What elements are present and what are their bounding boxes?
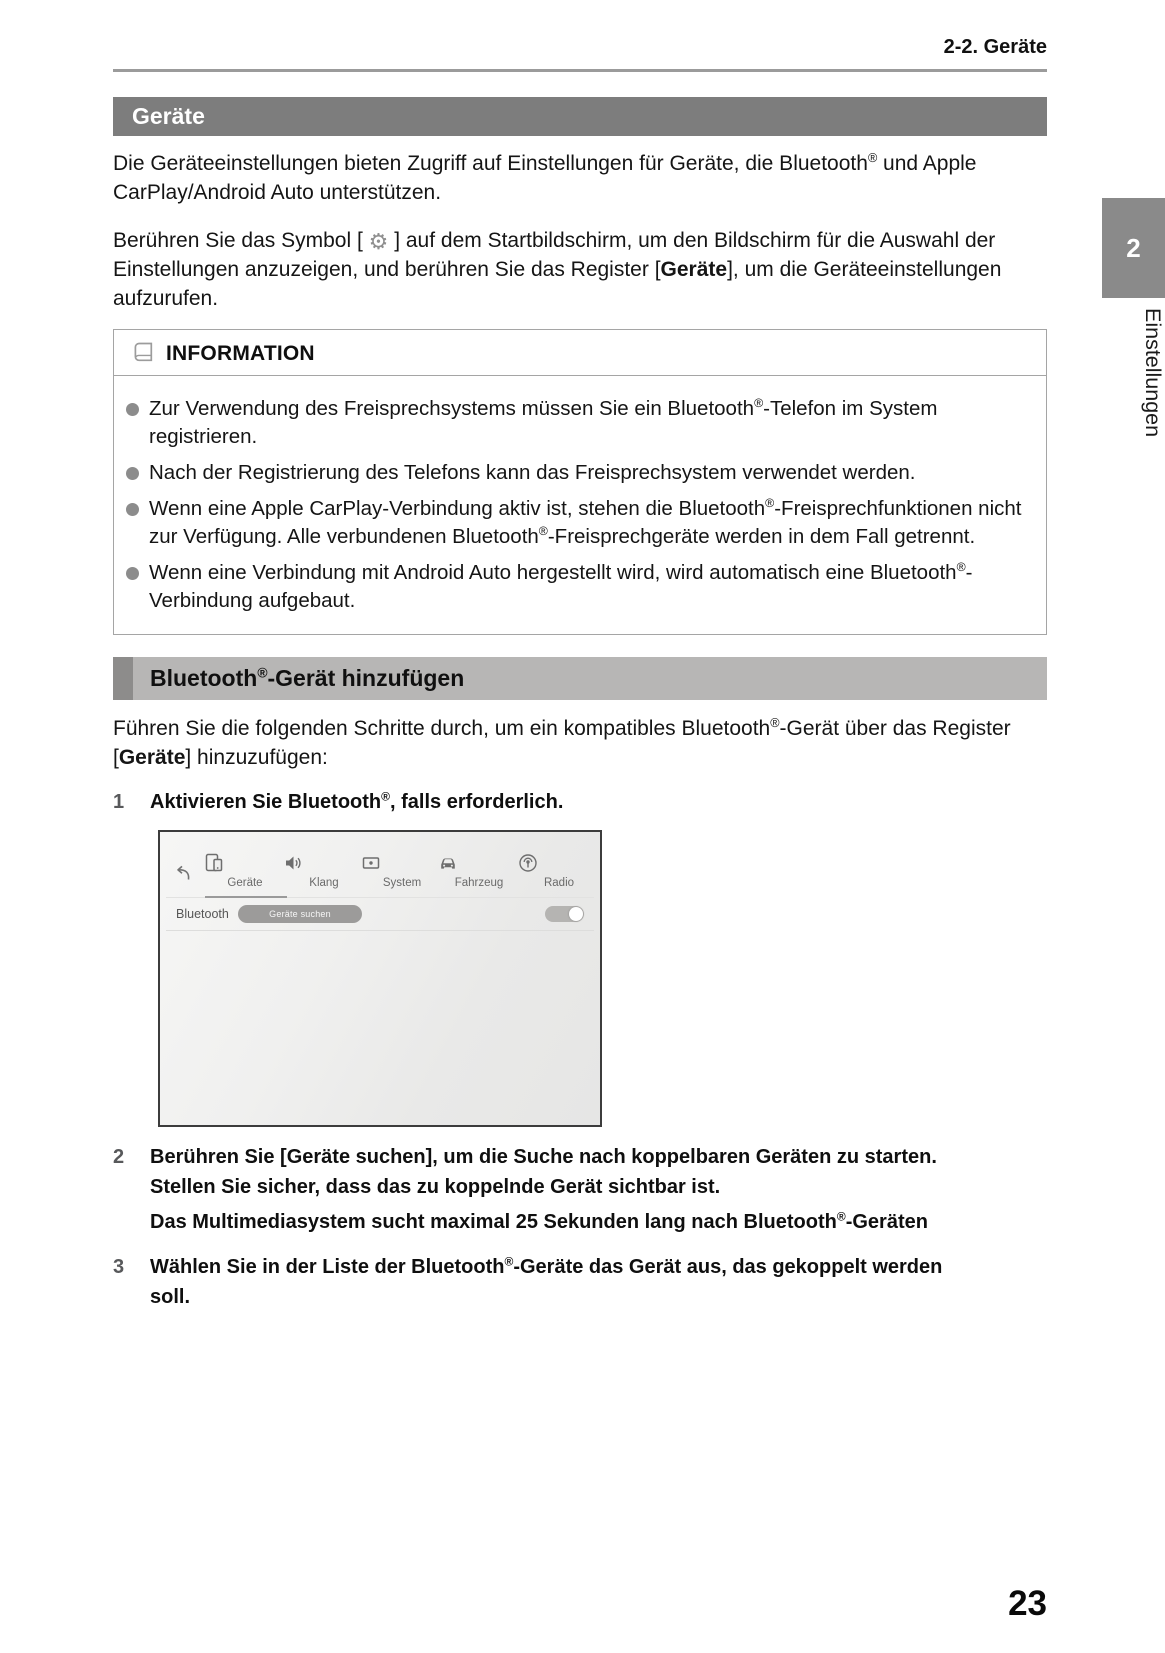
symbol-paragraph <box>113 226 1031 313</box>
step-1 <box>113 787 1047 817</box>
book-icon <box>131 341 155 366</box>
breadcrumb: 2-2. Geräte <box>943 36 1047 58</box>
bluetooth-label: Bluetooth <box>176 907 229 921</box>
list-item: Wenn eine Verbindung mit Android Auto hergestellt wird, wird automatisch eine Bluetooth®-Verbindung aufgebaut. <box>126 559 1034 615</box>
bullet-icon <box>126 503 139 516</box>
step-text: Berühren Sie [Geräte suchen], um die Suche nach koppelbaren Geräten zu starten. Stellen Sie sicher, dass das zu koppelnde Gerät sichtbar ist. Das Multimediasystem sucht maximal 25 Sekunden lang nach Bluetooth®-Geräten <box>150 1146 937 1233</box>
gear-icon: ⚙ <box>368 230 389 255</box>
bullet-icon <box>126 403 139 416</box>
section-title-add-bluetooth-device: Bluetooth®-Gerät hinzufügen <box>113 657 1047 700</box>
bullet-icon <box>126 567 139 580</box>
section-title-accent <box>113 657 133 700</box>
list-item: Wenn eine Apple CarPlay-Verbindung aktiv ist, stehen die Bluetooth®-Freisprechfunktionen nicht zur Verfügung. Alle verbundenen Bluetooth®-Freisprechgeräte werden in dem Fall getrennt. <box>126 495 1034 551</box>
bluetooth-toggle <box>545 906 584 922</box>
symbol-paragraph-part3: ], um die Geräteeinstellungen aufzurufen. <box>113 258 1002 310</box>
step-number: 2 <box>113 1146 125 1168</box>
vehicle-icon <box>437 852 521 874</box>
toggle-knob <box>569 907 583 921</box>
chapter-tab: 2 <box>1102 198 1165 298</box>
step-2 <box>113 1142 1047 1237</box>
step-number: 3 <box>113 1256 125 1278</box>
step-text: Aktivieren Sie Bluetooth®, falls erforderlich. <box>150 789 564 813</box>
step-text: Wählen Sie in der Liste der Bluetooth®-Geräte das Gerät aus, das gekoppelt werden soll. <box>150 1254 943 1308</box>
symbol-paragraph-part1: Berühren Sie das Symbol [ <box>113 229 369 252</box>
tab-geraete: Geräte <box>203 852 287 889</box>
search-devices-button: Geräte suchen <box>238 905 362 923</box>
information-box <box>113 329 1047 635</box>
back-arrow-icon <box>172 862 194 884</box>
section-title-geraete: Geräte <box>113 97 1047 136</box>
devices-icon <box>203 852 287 874</box>
step-3 <box>113 1252 1047 1312</box>
information-header <box>114 330 1046 376</box>
row-divider <box>166 930 594 931</box>
tab-system: System <box>360 852 444 889</box>
list-item: Nach der Registrierung des Telefons kann das Freisprechsystem verwendet werden. <box>126 459 1034 487</box>
chapter-label: Einstellungen <box>1141 308 1165 438</box>
information-title: INFORMATION <box>166 341 315 365</box>
header-divider <box>113 69 1047 72</box>
add-device-intro-paragraph: Führen Sie die folgenden Schritte durch, um ein kompatibles Bluetooth®-Gerät über das Register [Geräte] hinzuzufügen: <box>113 716 1011 769</box>
step-number: 1 <box>113 791 125 813</box>
register-tab-name: Geräte <box>660 258 728 281</box>
symbol-paragraph-part2: ] auf dem Startbildschirm, um den Bildschirm für die Auswahl der Einstellungen anzuzeigen, und berühren Sie das Register [ <box>113 229 996 281</box>
tab-radio: Radio <box>517 852 601 889</box>
devices-intro-paragraph: Die Geräteeinstellungen bieten Zugriff auf Einstellungen für Geräte, die Bluetooth® und Apple CarPlay/Android Auto unterstützen. <box>113 151 977 204</box>
page-number: 23 <box>1008 1584 1047 1623</box>
page-content <box>113 0 1047 1312</box>
selected-tab-indicator <box>205 896 287 898</box>
tab-klang: Klang <box>282 852 366 889</box>
sound-icon <box>282 852 366 874</box>
tab-fahrzeug: Fahrzeug <box>437 852 521 889</box>
bullet-icon <box>126 467 139 480</box>
system-icon <box>360 852 444 874</box>
list-item: Zur Verwendung des Freisprechsystems müssen Sie ein Bluetooth®-Telefon im System registrieren. <box>126 395 1034 451</box>
infotainment-screenshot <box>158 830 602 1127</box>
register-tab-name: Geräte <box>118 746 186 769</box>
radio-icon <box>517 852 601 874</box>
information-body <box>114 376 1046 634</box>
